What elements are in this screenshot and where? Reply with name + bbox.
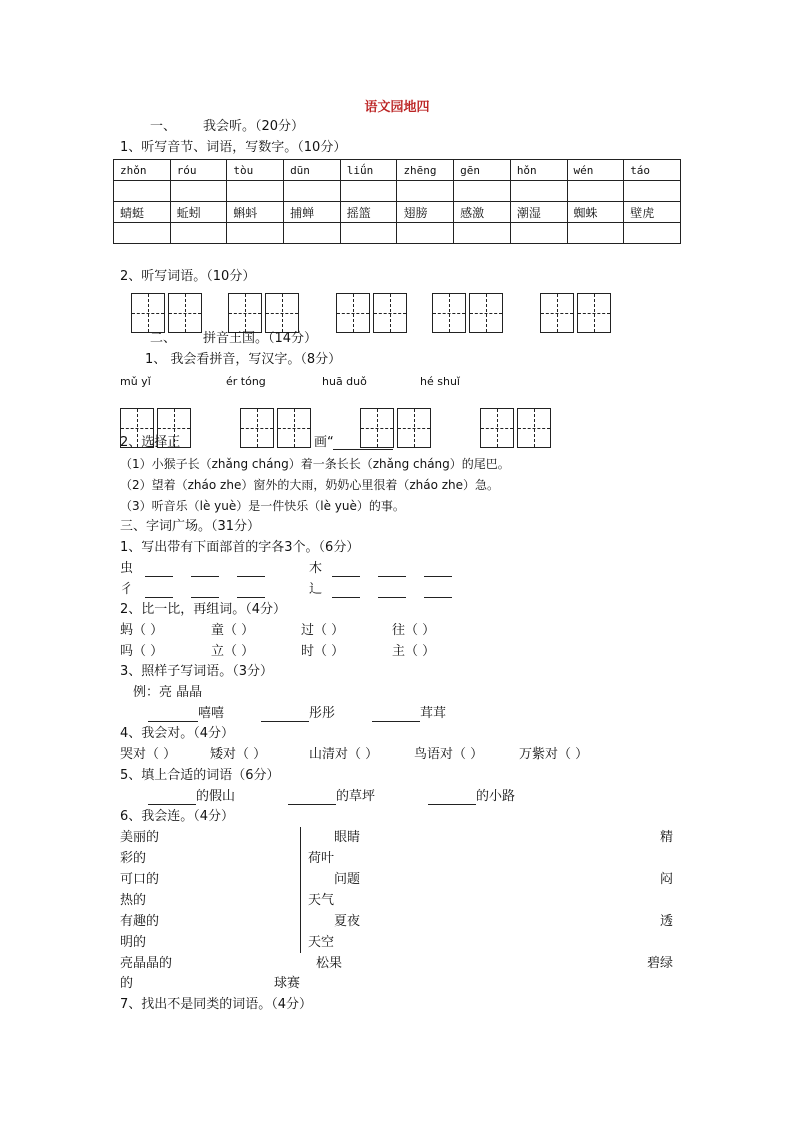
answer-blank[interactable] xyxy=(424,597,452,598)
pinyin-cell: táo xyxy=(624,160,681,181)
antonym-item[interactable]: 鸟语对（ ） xyxy=(414,747,484,762)
writing-box[interactable] xyxy=(469,293,503,333)
section-3-heading: 三、字词广场。（31分） xyxy=(120,519,261,534)
match-left-item[interactable]: 有趣的 xyxy=(120,914,160,929)
match-middle-item[interactable]: 天空 xyxy=(308,935,335,950)
choice-item: （2）望着（zháo zhe）窗外的大雨，奶奶心里很着（zháo zhe）急。 xyxy=(120,478,500,492)
answer-cell[interactable] xyxy=(397,181,454,202)
word-cell: 感激 xyxy=(454,202,511,223)
table-row xyxy=(114,160,681,181)
radical: 彳 xyxy=(120,582,134,597)
writing-box[interactable] xyxy=(397,408,431,448)
word-cell: 蜻蜓 xyxy=(114,202,171,223)
answer-cell[interactable] xyxy=(340,181,397,202)
answer-blank[interactable] xyxy=(148,804,196,805)
writing-box[interactable] xyxy=(168,293,202,333)
answer-blank[interactable] xyxy=(428,804,476,805)
answer-cell[interactable] xyxy=(114,223,171,244)
table-row xyxy=(114,223,681,244)
answer-blank[interactable] xyxy=(145,597,173,598)
pinyin-cell: dūn xyxy=(284,160,341,181)
match-left-item[interactable]: 可口的 xyxy=(120,872,160,887)
fill-suffix: 的假山 xyxy=(196,789,236,804)
question-1-label: 1、听写音节、词语，写数字。（10分） xyxy=(120,140,347,155)
writing-box[interactable] xyxy=(577,293,611,333)
answer-blank[interactable] xyxy=(237,597,265,598)
pattern-suffix: 嘻嘻 xyxy=(198,706,225,721)
pinyin-cell: wén xyxy=(567,160,624,181)
match-right-item[interactable]: 透 xyxy=(660,914,674,929)
match-left-item[interactable]: 热的 xyxy=(120,893,147,908)
match-middle-item[interactable]: 眼睛 xyxy=(334,830,361,845)
question-3-3-label: 3、照样子写词语。（3分） xyxy=(120,664,274,679)
answer-cell[interactable] xyxy=(170,181,227,202)
choice-item: （1）小猴子长（zhǎng cháng）着一条长长（zhǎng cháng）的尾巴。 xyxy=(120,457,510,471)
antonym-item[interactable]: 山清对（ ） xyxy=(309,747,379,762)
writing-box[interactable] xyxy=(432,293,466,333)
answer-blank[interactable] xyxy=(261,721,309,722)
pinyin-prompt: hé shuǐ xyxy=(420,375,460,388)
match-middle-item[interactable]: 夏夜 xyxy=(334,914,361,929)
compare-item[interactable]: 吗（ ） xyxy=(120,644,164,659)
pinyin-cell: tòu xyxy=(227,160,284,181)
word-cell: 翅膀 xyxy=(397,202,454,223)
word-cell: 摇篮 xyxy=(340,202,397,223)
writing-box[interactable] xyxy=(228,293,262,333)
compare-item[interactable]: 立（ ） xyxy=(211,644,255,659)
radical: 木 xyxy=(309,561,323,576)
answer-cell[interactable] xyxy=(284,223,341,244)
radical-row xyxy=(120,582,265,598)
writing-box[interactable] xyxy=(157,408,191,448)
antonym-item[interactable]: 矮对（ ） xyxy=(210,747,267,762)
writing-box[interactable] xyxy=(277,408,311,448)
answer-blank[interactable] xyxy=(332,576,360,577)
writing-box[interactable] xyxy=(373,293,407,333)
question-3-1-label: 1、写出带有下面部首的字各3个。（6分） xyxy=(120,540,360,555)
word-cell: 捕蝉 xyxy=(284,202,341,223)
section-2-heading: 拼音王国。（14分） xyxy=(203,331,318,346)
writing-box[interactable] xyxy=(540,293,574,333)
match-left-item[interactable]: 明的 xyxy=(120,935,147,950)
answer-cell[interactable] xyxy=(624,223,681,244)
question-3-7-label: 7、找出不是同类的词语。（4分） xyxy=(120,997,313,1012)
pinyin-prompt: huā duǒ xyxy=(322,375,367,388)
answer-blank[interactable] xyxy=(191,576,219,577)
compare-item[interactable]: 蚂（ ） xyxy=(120,623,164,638)
question-2-1-label: 1、 我会看拼音，写汉字。（8分） xyxy=(145,352,342,367)
pattern-suffix: 彤彤 xyxy=(309,706,336,721)
answer-cell[interactable] xyxy=(510,223,567,244)
word-cell: 壁虎 xyxy=(624,202,681,223)
answer-blank[interactable] xyxy=(191,597,219,598)
word-pattern-item xyxy=(148,706,224,722)
answer-cell[interactable] xyxy=(397,223,454,244)
writing-box[interactable] xyxy=(265,293,299,333)
question-2-label: 2、听写词语。（10分） xyxy=(120,269,256,284)
writing-box[interactable] xyxy=(131,293,165,333)
pinyin-cell: gēn xyxy=(454,160,511,181)
word-cell: 潮湿 xyxy=(510,202,567,223)
question-3-4-label: 4、我会对。（4分） xyxy=(120,726,235,741)
matching-divider xyxy=(300,827,301,953)
answer-blank[interactable] xyxy=(288,804,336,805)
match-middle-item[interactable]: 问题 xyxy=(334,872,361,887)
fill-suffix: 的小路 xyxy=(476,789,516,804)
word-pattern-item xyxy=(261,706,335,722)
pinyin-prompt: mǔ yǐ xyxy=(120,375,151,388)
match-middle-item[interactable]: 荷叶 xyxy=(308,851,335,866)
compare-item[interactable]: 过（ ） xyxy=(301,623,345,638)
match-middle-item[interactable]: 天气 xyxy=(308,893,335,908)
match-middle-item[interactable]: 松果 xyxy=(316,956,343,971)
writing-box[interactable] xyxy=(360,408,394,448)
answer-cell[interactable] xyxy=(284,181,341,202)
answer-blank[interactable] xyxy=(378,597,406,598)
radical: 虫 xyxy=(120,561,134,576)
antonym-item[interactable]: 哭对（ ） xyxy=(120,747,177,762)
pinyin-cell: zhǒn xyxy=(114,160,171,181)
pinyin-cell: róu xyxy=(170,160,227,181)
question-3-6-label: 6、我会连。（4分） xyxy=(120,809,235,824)
section-1-heading: 我会听。（20分） xyxy=(203,119,305,134)
question-3-5-label: 5、填上合适的词语（6分） xyxy=(120,768,280,783)
compare-item[interactable]: 时（ ） xyxy=(301,644,345,659)
table-row xyxy=(114,202,681,223)
pinyin-cell: liǘn xyxy=(340,160,397,181)
radical-row xyxy=(120,561,265,577)
pattern-suffix: 茸茸 xyxy=(420,706,447,721)
word-cell: 蜘蛛 xyxy=(567,202,624,223)
answer-cell[interactable] xyxy=(227,223,284,244)
antonym-item[interactable]: 万紫对（ ） xyxy=(519,747,589,762)
match-right-item[interactable]: 闷 xyxy=(660,872,674,887)
answer-cell[interactable] xyxy=(454,223,511,244)
match-left-item[interactable]: 彩的 xyxy=(120,851,147,866)
word-cell: 蚯蚓 xyxy=(170,202,227,223)
writing-box[interactable] xyxy=(336,293,370,333)
pinyin-prompt: ér tóng xyxy=(226,375,266,388)
match-right-item[interactable]: 精 xyxy=(660,830,674,845)
answer-cell[interactable] xyxy=(227,181,284,202)
match-left-item[interactable]: 亮晶晶的 xyxy=(120,956,173,971)
radical: 辶 xyxy=(309,582,323,597)
fill-item xyxy=(428,789,515,805)
match-left-item[interactable]: 美丽的 xyxy=(120,830,160,845)
word-cell: 蝌蚪 xyxy=(227,202,284,223)
answer-blank[interactable] xyxy=(332,597,360,598)
fill-item xyxy=(288,789,375,805)
page-title: 语文园地四 xyxy=(364,100,430,115)
answer-cell[interactable] xyxy=(114,181,171,202)
answer-blank[interactable] xyxy=(378,576,406,577)
fill-item xyxy=(148,789,235,805)
section-2-number: 二、 xyxy=(150,331,177,346)
answer-blank[interactable] xyxy=(237,576,265,577)
match-left-item[interactable]: 的 xyxy=(120,976,134,991)
word-pattern-item xyxy=(372,706,446,722)
answer-cell[interactable] xyxy=(567,181,624,202)
question-3-2-label: 2、比一比，再组词。（4分） xyxy=(120,602,287,617)
radical-row xyxy=(309,582,452,598)
fill-suffix: 的草坪 xyxy=(336,789,376,804)
answer-cell[interactable] xyxy=(170,223,227,244)
answer-cell[interactable] xyxy=(340,223,397,244)
answer-cell[interactable] xyxy=(454,181,511,202)
choice-item: （3）听音乐（lè yuè）是一件快乐（lè yuè）的事。 xyxy=(120,499,405,513)
answer-cell[interactable] xyxy=(510,181,567,202)
writing-box[interactable] xyxy=(120,408,154,448)
answer-blank[interactable] xyxy=(148,721,198,722)
compare-item[interactable]: 往（ ） xyxy=(392,623,436,638)
writing-box[interactable] xyxy=(480,408,514,448)
radical-row xyxy=(309,561,452,577)
example-text: 例：亮 晶晶 xyxy=(133,685,203,700)
writing-box[interactable] xyxy=(517,408,551,448)
answer-cell[interactable] xyxy=(624,181,681,202)
pinyin-word-table xyxy=(113,159,681,244)
pinyin-cell: hǒn xyxy=(510,160,567,181)
table-row xyxy=(114,181,681,202)
writing-box[interactable] xyxy=(240,408,274,448)
answer-blank[interactable] xyxy=(424,576,452,577)
compare-item[interactable]: 主（ ） xyxy=(392,644,436,659)
match-middle-item[interactable]: 球赛 xyxy=(274,976,301,991)
question-2-2-label: 2、选择正 xyxy=(120,435,181,450)
match-right-item[interactable]: 碧绿 xyxy=(647,956,674,971)
answer-cell[interactable] xyxy=(567,223,624,244)
compare-item[interactable]: 童（ ） xyxy=(211,623,255,638)
answer-blank[interactable] xyxy=(372,721,420,722)
section-1-number: 一、 xyxy=(150,119,177,134)
question-2-2-label-tail: 画“ xyxy=(314,435,334,450)
answer-blank[interactable] xyxy=(145,576,173,577)
pinyin-cell: zhēng xyxy=(397,160,454,181)
